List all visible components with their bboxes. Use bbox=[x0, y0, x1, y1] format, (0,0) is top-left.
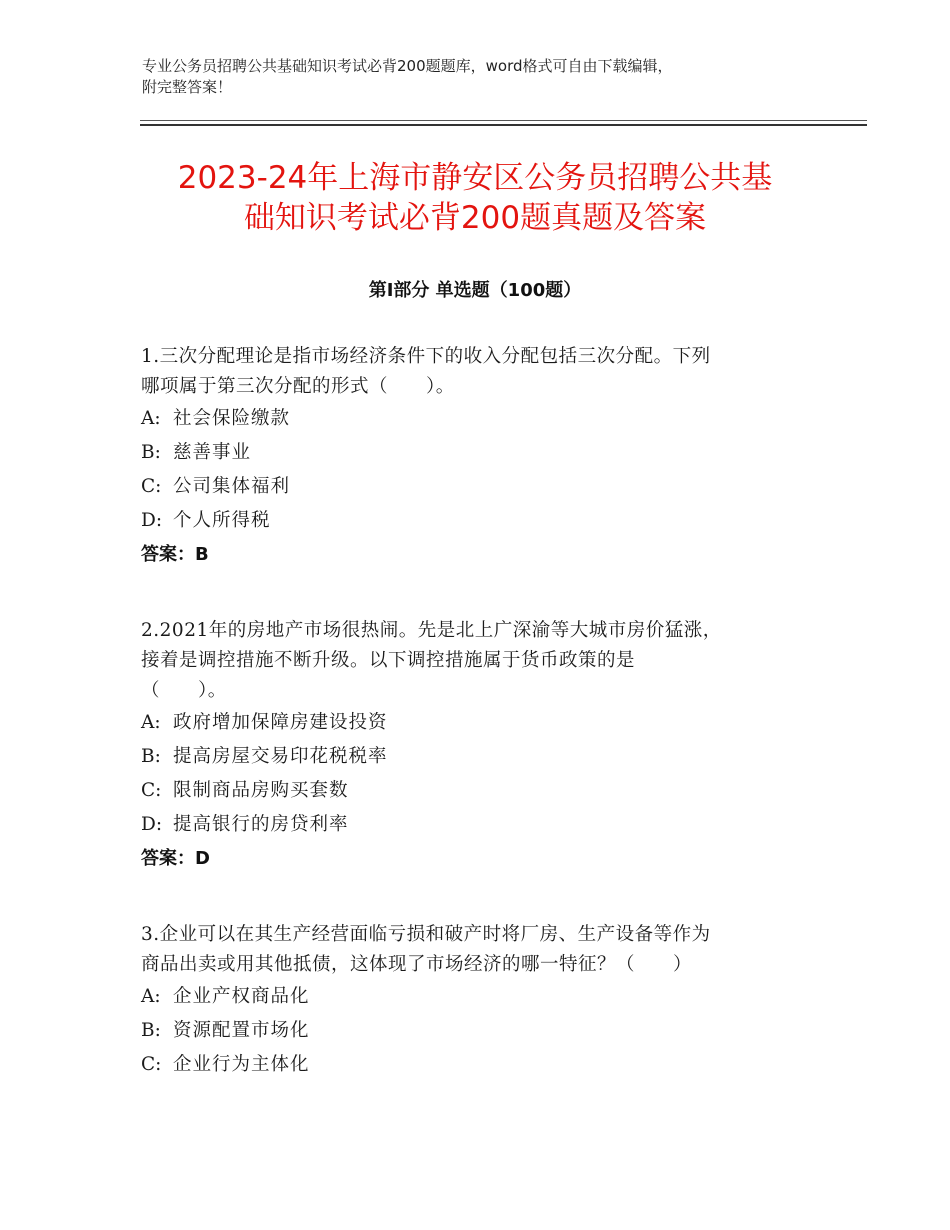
option-text: 公司集体福利 bbox=[173, 476, 291, 497]
question-stem-line: 哪项属于第三次分配的形式（ ）。 bbox=[141, 376, 455, 397]
answer-option bbox=[141, 1014, 801, 1048]
option-letter: A: bbox=[141, 986, 161, 1007]
option-letter: C: bbox=[141, 1054, 162, 1075]
option-letter: C: bbox=[141, 780, 162, 801]
question-stem-line: 接着是调控措施不断升级。以下调控措施属于货币政策的是 bbox=[141, 650, 636, 671]
question-stem-line: 商品出卖或用其他抵债，这体现了市场经济的哪一特征？（ ） bbox=[141, 954, 693, 975]
header-divider bbox=[140, 124, 867, 126]
title-line: 础知识考试必背200题真题及答案 bbox=[243, 200, 707, 236]
answer-option bbox=[141, 774, 801, 808]
document-title bbox=[110, 158, 840, 238]
option-letter: A: bbox=[141, 712, 161, 733]
option-letter: B: bbox=[141, 746, 161, 767]
option-letter: D: bbox=[141, 814, 163, 835]
option-text: 提高银行的房贷利率 bbox=[173, 814, 349, 835]
header-divider bbox=[140, 120, 867, 121]
option-text: 政府增加保障房建设投资 bbox=[173, 712, 388, 733]
option-text: 社会保险缴款 bbox=[173, 408, 291, 429]
option-letter: B: bbox=[141, 442, 161, 463]
option-text: 个人所得税 bbox=[173, 510, 271, 531]
answer-option bbox=[141, 402, 801, 436]
option-text: 慈善事业 bbox=[173, 442, 252, 463]
option-letter: B: bbox=[141, 1020, 161, 1041]
question-stem-line: 3.企业可以在其生产经营面临亏损和破产时将厂房、生产设备等作为 bbox=[141, 924, 711, 945]
option-letter: D: bbox=[141, 510, 163, 531]
header-note-line: 附完整答案！ bbox=[142, 78, 233, 96]
answer-key: 答案：D bbox=[141, 848, 210, 869]
option-letter: A: bbox=[141, 408, 161, 429]
answer-option bbox=[141, 740, 801, 774]
question-stem bbox=[141, 616, 801, 706]
question-stem bbox=[141, 342, 801, 402]
option-text: 限制商品房购买套数 bbox=[173, 780, 349, 801]
title-line: 2023-24年上海市静安区公务员招聘公共基 bbox=[177, 160, 773, 196]
answer-option bbox=[141, 504, 801, 538]
question-list bbox=[141, 342, 801, 1126]
question-item bbox=[141, 342, 801, 572]
answer-option bbox=[141, 706, 801, 740]
question-item bbox=[141, 616, 801, 876]
option-text: 企业产权商品化 bbox=[173, 986, 310, 1007]
header-note bbox=[142, 56, 842, 98]
option-letter: C: bbox=[141, 476, 162, 497]
answer-option bbox=[141, 470, 801, 504]
question-stem bbox=[141, 920, 801, 980]
question-stem-line: 1.三次分配理论是指市场经济条件下的收入分配包括三次分配。下列 bbox=[141, 346, 711, 367]
answer-option bbox=[141, 808, 801, 842]
answer-key: 答案：B bbox=[141, 544, 209, 565]
answer-option bbox=[141, 1048, 801, 1082]
answer-option bbox=[141, 980, 801, 1014]
header-note-line: 专业公务员招聘公共基础知识考试必背200题题库，word格式可自由下载编辑， bbox=[142, 57, 673, 75]
question-stem-line: （ ）。 bbox=[141, 680, 227, 701]
question-stem-line: 2.2021年的房地产市场很热闹。先是北上广深渝等大城市房价猛涨， bbox=[141, 620, 722, 641]
option-text: 企业行为主体化 bbox=[173, 1054, 310, 1075]
question-item bbox=[141, 920, 801, 1082]
answer-option bbox=[141, 436, 801, 470]
option-text: 提高房屋交易印花税税率 bbox=[173, 746, 388, 767]
option-text: 资源配置市场化 bbox=[173, 1020, 310, 1041]
section-heading: 第Ⅰ部分 单选题（100题） bbox=[368, 280, 582, 301]
